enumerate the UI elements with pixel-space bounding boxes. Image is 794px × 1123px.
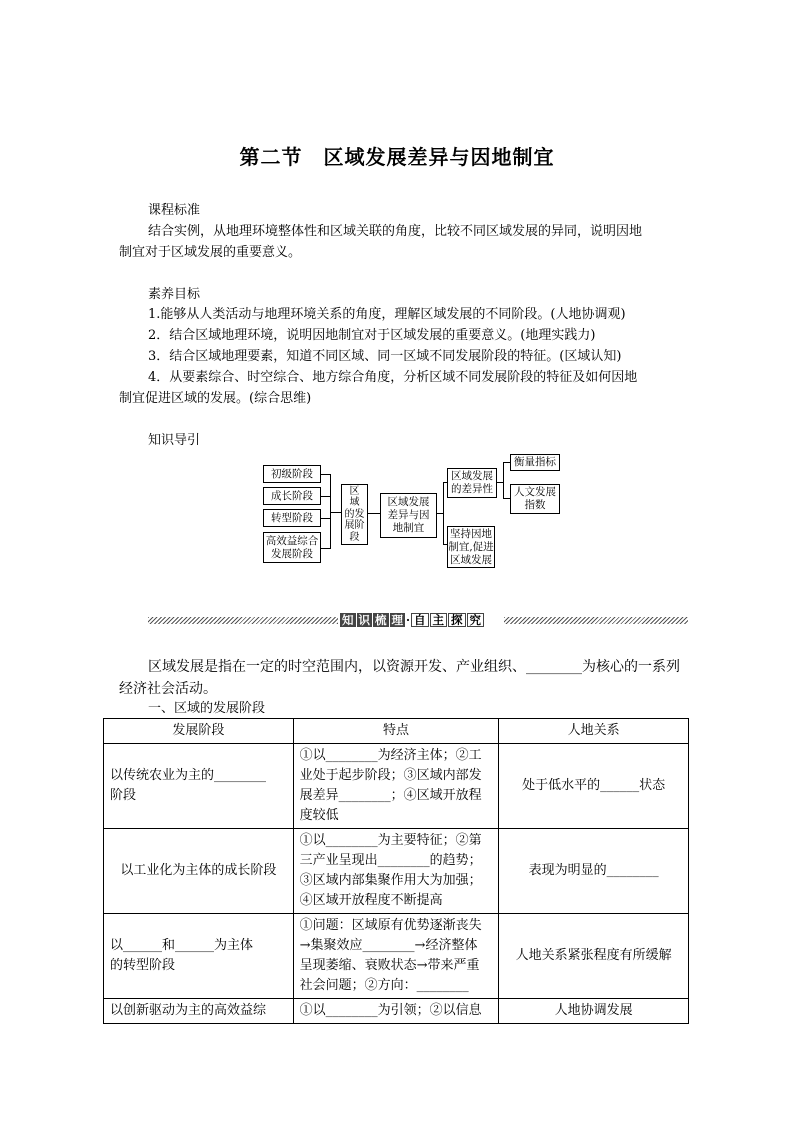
feature-line: 呈现萎缩、衰败状态→带来严重 bbox=[299, 958, 480, 973]
feature-line: ④区域开放程度不断提高 bbox=[299, 893, 443, 908]
literacy-item-3: 3．结合区域地理要素，知道不同区域、同一区域不同发展阶段的特征。(区域认知) bbox=[148, 349, 622, 364]
stage-box-transition: 转型阶段 bbox=[263, 509, 321, 527]
feature-line: 展差异________；④区域开放程 bbox=[299, 788, 482, 803]
page-title: 第二节 区域发展差异与因地制宜 bbox=[239, 145, 555, 169]
table-cell-stage bbox=[104, 999, 294, 1024]
feature-line: 度较低 bbox=[299, 808, 339, 823]
banner-char-5: 自 bbox=[411, 613, 429, 627]
table-cell-features bbox=[293, 999, 499, 1024]
stage-box-growth: 成长阶段 bbox=[263, 487, 321, 505]
table-row bbox=[104, 744, 689, 829]
stage-text-line: 以工业化为主体的成长阶段 bbox=[120, 863, 277, 878]
stages-box-line4: 展阶 bbox=[344, 520, 365, 532]
adapt-box-line3: 区域发展 bbox=[450, 553, 492, 566]
table-row bbox=[104, 999, 689, 1024]
stages-table bbox=[103, 718, 689, 1024]
literacy-item-1: 1.能够从人类活动与地理环境关系的角度，理解区域发展的不同阶段。(人地协调观) bbox=[148, 307, 626, 322]
stages-box-line3: 的发 bbox=[344, 508, 365, 520]
diff-box bbox=[447, 468, 497, 498]
hdi-box bbox=[510, 484, 560, 514]
stage-box-initial: 初级阶段 bbox=[263, 465, 321, 483]
banner-char-2: 识 bbox=[358, 613, 370, 627]
literacy-item-2: 2．结合区域地理环境，说明因地制宜对于区域发展的重要意义。(地理实践力) bbox=[148, 328, 596, 343]
feature-line: 业处于起步阶段；③区域内部发 bbox=[299, 768, 482, 783]
stage-text-line: 以创新驱动为主的高效益综 bbox=[110, 1003, 267, 1018]
banner-char-8: 究 bbox=[467, 613, 485, 627]
adapt-box-line2: 制宜,促进 bbox=[448, 540, 494, 553]
feature-line: →集聚效应________→经济整体 bbox=[299, 938, 478, 953]
table-header-features: 特点 bbox=[293, 719, 499, 744]
table-cell-relation: 处于低水平的______状态 bbox=[499, 744, 689, 829]
table-cell-features bbox=[293, 914, 499, 999]
literacy-item-4: 4．从要素综合、时空综合、地方综合角度，分析区域不同发展阶段的特征及如何因地 bbox=[148, 370, 638, 385]
stages-box-line5: 段 bbox=[349, 531, 360, 543]
table-header-relation: 人地关系 bbox=[499, 719, 689, 744]
center-box bbox=[380, 493, 437, 538]
feature-line: ③区域内部集聚作用大为加强； bbox=[299, 873, 482, 888]
literacy-item-4-cont: 制宜促进区域的发展。(综合思维) bbox=[119, 391, 312, 406]
diff-box-line1: 区域发展 bbox=[451, 470, 493, 482]
banner-char-4: 理 bbox=[391, 613, 403, 627]
banner-char-7: 探 bbox=[448, 613, 466, 627]
table-row bbox=[104, 914, 689, 999]
banner-label bbox=[340, 613, 484, 627]
adapt-box-line1: 坚持因地 bbox=[450, 527, 492, 540]
feature-line: ①以________为经济主体；②工 bbox=[299, 748, 482, 763]
feature-line: 三产业呈现出________的趋势； bbox=[299, 853, 482, 868]
table-cell-relation: 表现为明显的________ bbox=[499, 829, 689, 914]
stage-box-high-efficiency bbox=[263, 532, 321, 563]
table-header-stage: 发展阶段 bbox=[104, 719, 294, 744]
hdi-box-line1: 人文发展 bbox=[514, 486, 556, 498]
curriculum-text-line1: 结合实例，从地理环境整体性和区域关联的角度，比较不同区域发展的异同，说明因地 bbox=[148, 224, 643, 239]
banner-char-1: 知 bbox=[342, 613, 354, 627]
feature-line: 社会问题；②方向：________ bbox=[299, 978, 469, 993]
intro-line2: 经济社会活动。 bbox=[119, 681, 217, 697]
table-header-row bbox=[104, 719, 689, 744]
banner-char-3: 梳 bbox=[375, 613, 387, 627]
stages-box-line2: 域 bbox=[349, 497, 360, 509]
intro-line1: 区域发展是指在一定的时空范围内，以资源开发、产业组织、________为核心的一系列 bbox=[148, 659, 680, 675]
diff-box-line2: 的差异性 bbox=[451, 483, 493, 495]
table-cell-stage bbox=[104, 914, 294, 999]
guide-heading: 知识导引 bbox=[148, 433, 201, 448]
stage-text-line: 以______和______为主体 bbox=[110, 938, 254, 953]
curriculum-heading: 课程标准 bbox=[148, 203, 201, 218]
table-cell-relation: 人地关系紧张程度有所缓解 bbox=[499, 914, 689, 999]
center-box-line3: 地制宜 bbox=[392, 522, 425, 534]
banner-char-6: 主 bbox=[430, 613, 448, 627]
stages-box bbox=[341, 484, 368, 545]
section-1-heading: 一、区域的发展阶段 bbox=[148, 701, 266, 716]
literacy-heading: 素养目标 bbox=[148, 287, 201, 302]
table-cell-stage bbox=[104, 829, 294, 914]
feature-line: ①问题：区域原有优势逐渐丧失 bbox=[299, 918, 482, 933]
stage-text-line: 的转型阶段 bbox=[110, 958, 176, 973]
stage-box-high-efficiency-line2: 发展阶段 bbox=[271, 547, 313, 560]
table-row bbox=[104, 829, 689, 914]
stage-box-high-efficiency-line1: 高效益综合 bbox=[265, 534, 319, 547]
table-cell-features bbox=[293, 829, 499, 914]
feature-line: ①以________为引领；②以信息 bbox=[299, 1003, 482, 1018]
table-cell-relation: 人地协调发展 bbox=[499, 999, 689, 1024]
banner-dot: · bbox=[406, 613, 411, 627]
adapt-box bbox=[447, 526, 495, 568]
measure-box: 衡量指标 bbox=[510, 454, 560, 471]
stage-text-line: 阶段 bbox=[110, 788, 137, 803]
table-cell-stage bbox=[104, 744, 294, 829]
stage-text-line: 以传统农业为主的________ bbox=[110, 768, 267, 783]
center-box-line2: 差异与因 bbox=[387, 509, 430, 521]
stages-box-line1: 区 bbox=[349, 485, 360, 497]
table-cell-features bbox=[293, 744, 499, 829]
center-box-line1: 区域发展 bbox=[387, 496, 430, 508]
section-banner bbox=[148, 613, 688, 627]
banner-stripes-left bbox=[148, 617, 338, 624]
banner-stripes-right bbox=[504, 617, 688, 624]
curriculum-text-line2: 制宜对于区域发展的重要意义。 bbox=[119, 245, 302, 260]
feature-line: ①以________为主要特征；②第 bbox=[299, 833, 482, 848]
hdi-box-line2: 指数 bbox=[524, 499, 546, 511]
